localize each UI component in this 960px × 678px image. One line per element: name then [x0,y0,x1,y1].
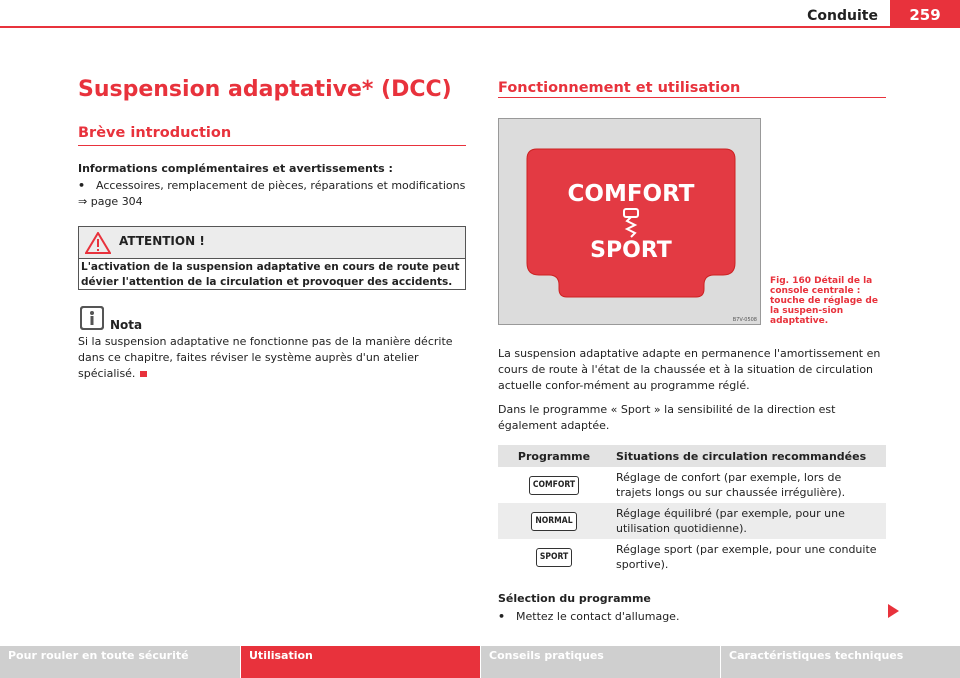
column-header: Programme [498,445,610,467]
table-row [498,539,886,575]
table-cell: Réglage de confort (par exemple, lors de trajets longs ou sur chaussée irrégulière). [616,471,846,499]
table-cell: Réglage équilibré (par exemple, pour une utilisation quotidienne). [610,503,886,539]
warning-text: L'activation de la suspension adaptative en cours de route peut dévier l'attention de la circulation et provoquer des accidents. [81,261,460,288]
intro-rule [78,145,466,146]
paragraph: La suspension adaptative adapte en permanence l'amortissement en cours de route à l'état de la chaussée et à la situation de circulation actuelle confor-mément au programme réglé. [498,347,881,392]
warning-header [79,227,465,259]
footer-nav [0,646,960,678]
header-rule [0,26,960,28]
info-heading: Informations complémentaires et avertissements : [78,162,393,175]
main-title: Suspension adaptative* (DCC) [78,77,452,102]
nota-title: Nota [110,318,143,332]
nota-body: Si la suspension adaptative ne fonctionne pas de la manière décrite dans ce chapitre, faites réviser le système auprès d'un atelier spécialisé. [78,335,453,380]
bullet-dot: • [498,610,506,623]
arrow-ref-icon: ⇒ [78,195,88,208]
comfort-key-icon: COMFORT [529,476,579,495]
sport-key-icon: SPORT [536,548,572,567]
table-row [498,467,886,503]
bullet-text: Mettez le contact d'allumage. [516,610,680,623]
nota-info-icon [80,306,104,330]
figure-caption: Fig. 160 Détail de la console centrale : touche de réglage de la suspen-sion adaptative. [770,276,878,326]
page-reference-link[interactable]: page 304 [90,195,143,208]
end-of-section-mark [140,371,147,377]
arrow-right-icon[interactable] [888,604,899,618]
page-number: 259 [890,0,960,28]
warning-title: ATTENTION ! [119,234,205,248]
tab-caracteristiques[interactable]: Caractéristiques techniques [720,646,960,678]
figure-photo [498,118,761,325]
tab-securite[interactable]: Pour rouler en toute sécurité [0,646,240,678]
tab-utilisation[interactable]: Utilisation [240,646,480,678]
nota-text [78,334,470,382]
bullet-dot: • [78,179,86,192]
bullet-item [78,178,468,210]
warning-box [78,226,466,290]
program-table [498,445,886,575]
button-label-sport: SPORT [590,238,672,263]
section-title: Fonctionnement et utilisation [498,80,741,96]
normal-key-icon: NORMAL [531,512,576,531]
warning-triangle-icon [85,232,111,254]
column-header: Situations de circulation recommandées [610,445,886,467]
table-header-row [498,445,886,467]
intro-heading: Brève introduction [78,125,232,141]
table-row [498,503,886,539]
paragraph: Dans le programme « Sport » la sensibilité de la direction est également adaptée. [498,403,836,432]
chapter-title: Conduite [807,8,878,24]
figure-code: B7V-0508 [732,317,757,323]
button-label-comfort: COMFORT [567,181,695,207]
bullet-text: Accessoires, remplacement de pièces, réparations et modifications [96,179,466,192]
bullet-item [498,609,888,625]
selection-heading: Sélection du programme [498,592,651,605]
table-cell: Réglage sport (par exemple, pour une conduite sportive). [616,543,877,571]
section-rule [498,97,886,98]
comfort-sport-button-illustration [499,119,761,325]
tab-conseils[interactable]: Conseils pratiques [480,646,720,678]
